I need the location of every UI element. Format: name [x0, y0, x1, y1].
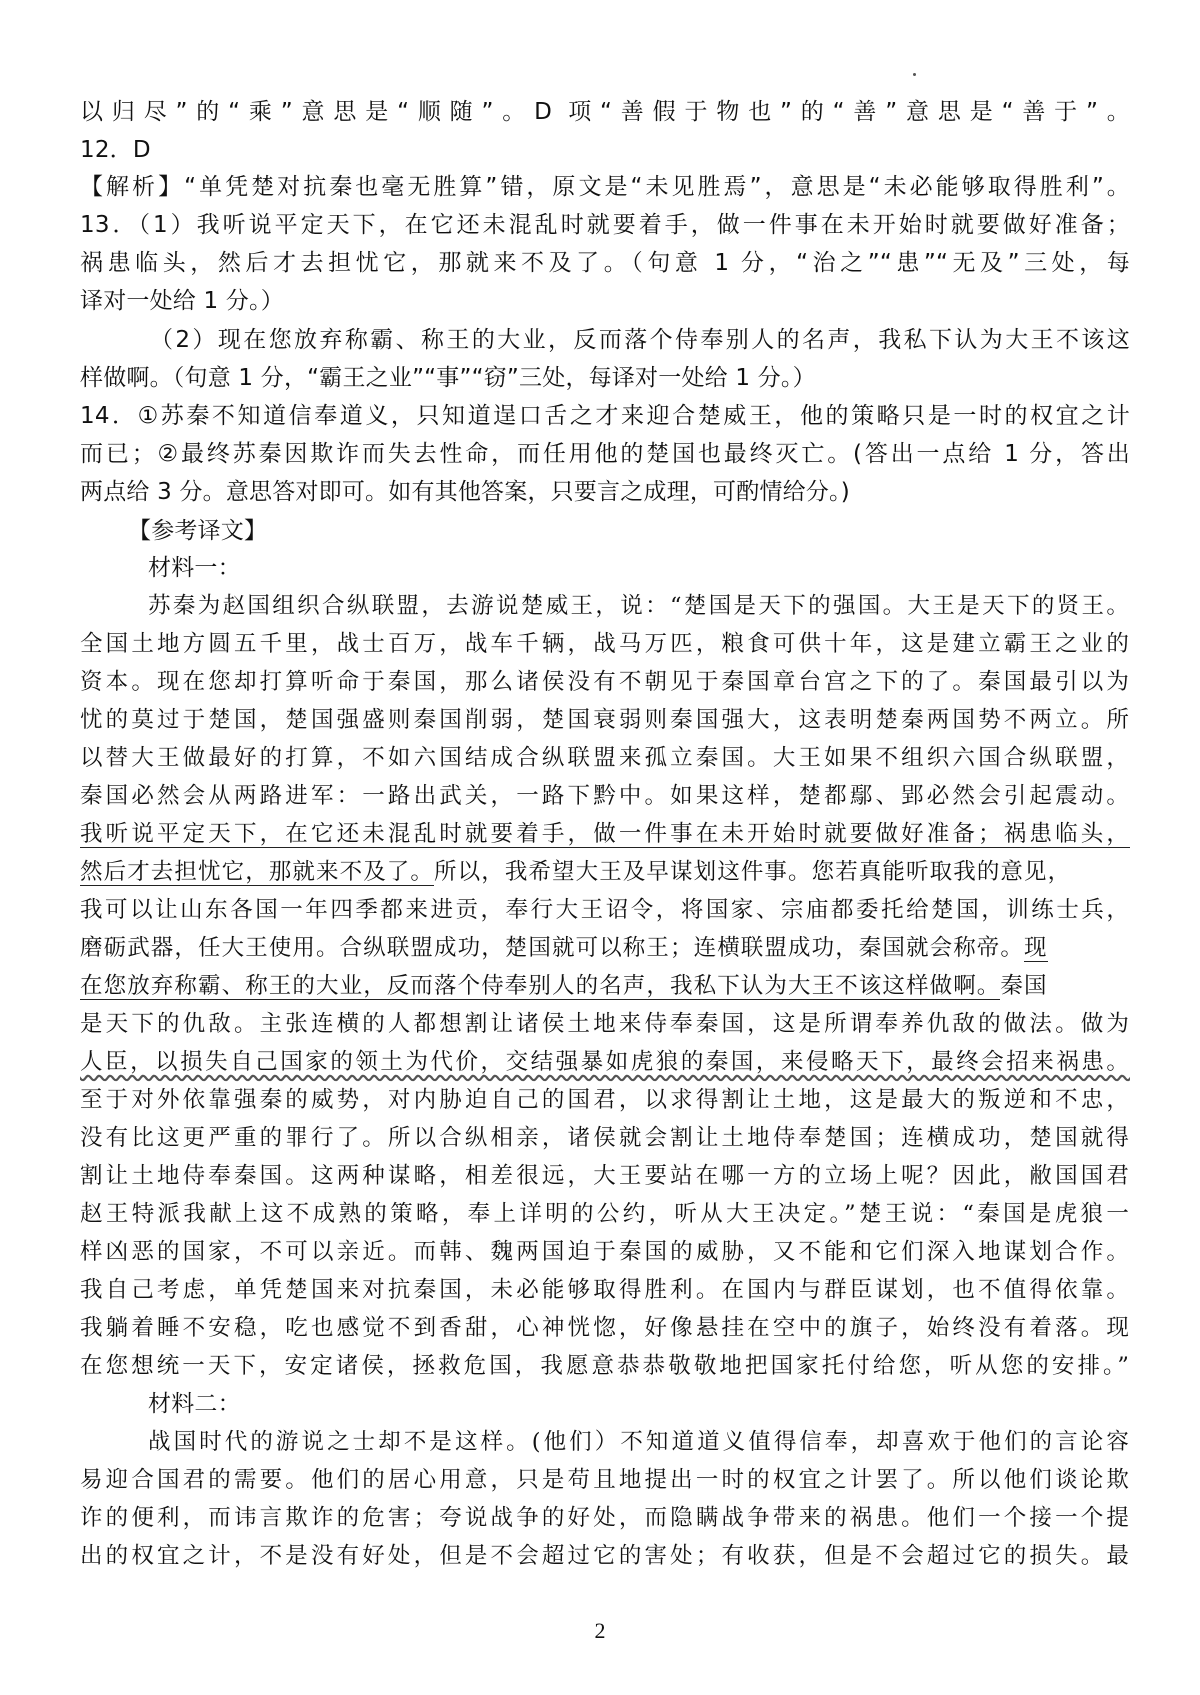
answer-14-line3: 两点给 3 分。意思答对即可。如有其他答案，只要言之成理，可酌情给分。)	[80, 479, 850, 505]
material-1-line: 在您想统一天下，安定诸侯，拯救危国，我愿意恭恭敬敬地把国家托付给您，听从您的安排。”	[80, 1353, 1130, 1379]
answer-11-tail: 以归尽”的“乘”意思是“顺随”。D 项“善假于物也”的“善”意思是“善于”。	[80, 99, 1130, 125]
material-1-line: 我自己考虑，单凭楚国来对抗秦国，未必能够取得胜利。在国内与群臣谋划，也不值得依靠。	[80, 1277, 1130, 1303]
answer-14-line2: 而已；②最终苏秦因欺诈而失去性命，而任用他的楚国也最终灭亡。(答出一点给 1 分，答出	[80, 441, 1130, 467]
material-1-text: 秦国	[1000, 973, 1048, 999]
material-1-line: 苏秦为赵国组织合纵联盟，去游说楚威王，说：“楚国是天下的强国。大王是天下的贤王。	[148, 593, 1130, 619]
material-1-line: 以替大王做最好的打算，不如六国结成合纵联盟来孤立秦国。大王如果不组织六国合纵联盟，	[80, 745, 1130, 771]
material-1-line	[80, 855, 1130, 889]
material-1-line: 我可以让山东各国一年四季都来进贡，奉行大王诏令，将国家、宗庙都委托给楚国，训练士兵，	[80, 897, 1130, 923]
material-1-title: 材料一：	[148, 555, 241, 581]
underlined-translation: 我听说平定天下，在它还未混乱时就要着手，做一件事在未开始时就要做好准备；祸患临头，	[80, 821, 1130, 847]
material-1-line: 全国土地方圆五千里，战士百万，战车千辆，战马万匹，粮食可供十年，这是建立霸王之业的	[80, 631, 1130, 657]
page-number: 2	[594, 1618, 606, 1643]
material-2-title: 材料二：	[148, 1391, 241, 1417]
answer-13-2-line1: （2）现在您放弃称霸、称王的大业，反而落个侍奉别人的名声，我私下认为大王不该这	[150, 327, 1130, 353]
material-1-line	[80, 1045, 1130, 1079]
material-1-line	[80, 817, 1130, 851]
material-1-text: 所以，我希望大王及早谋划这件事。您若真能听取我的意见，	[434, 859, 1072, 885]
underlined-translation: 然后才去担忧它，那就来不及了。	[80, 859, 435, 885]
material-1-line	[80, 931, 1130, 965]
answer-13-1-line3: 译对一处给 1 分。）	[80, 288, 284, 314]
translation-header: 【参考译文】	[128, 518, 268, 544]
material-2-line: 易迎合国君的需要。他们的居心用意，只是苟且地提出一时的权宜之计罢了。所以他们谈论欺	[80, 1467, 1130, 1493]
material-1-line	[80, 969, 1130, 1003]
answer-13-1-line2: 祸患临头，然后才去担忧它，那就来不及了。（句意 1 分，“治之”“患”“无及”三处，每	[80, 250, 1130, 276]
answer-12: 12．D	[80, 137, 151, 163]
wavy-underlined-translation: 人臣，以损失自己国家的领土为代价，交结强暴如虎狼的秦国，来侵略天下，最终会招来祸患。	[80, 1049, 1130, 1075]
answer-13-2-line2: 样做啊。（句意 1 分，“霸王之业”“事”“窃”三处，每译对一处给 1 分。）	[80, 365, 816, 391]
underlined-translation: 现	[1024, 935, 1048, 961]
material-1-line: 赵王特派我献上这不成熟的策略，奉上详明的公约，听从大王决定。”楚王说：“秦国是虎狼一	[80, 1201, 1130, 1227]
material-1-line: 秦国必然会从两路进军：一路出武关，一路下黔中。如果这样，楚都鄢、郢必然会引起震动。	[80, 783, 1130, 809]
scan-speck	[913, 73, 916, 76]
underlined-translation: 在您放弃称霸、称王的大业，反而落个侍奉别人的名声，我私下认为大王不该这样做啊。	[80, 973, 1001, 999]
material-1-line: 忧的莫过于楚国，楚国强盛则秦国削弱，楚国衰弱则秦国强大，这表明楚秦两国势不两立。所	[80, 707, 1130, 733]
material-1-line: 至于对外依靠强秦的威势，对内胁迫自己的国君，以求得割让土地，这是最大的叛逆和不忠，	[80, 1087, 1130, 1113]
answer-13-1-line1: 13．（1）我听说平定天下，在它还未混乱时就要着手，做一件事在未开始时就要做好准备；	[80, 212, 1130, 238]
material-1-line: 是天下的仇敌。主张连横的人都想割让诸侯土地来侍奉秦国，这是所谓奉养仇敌的做法。做为	[80, 1011, 1130, 1037]
material-1-line: 我躺着睡不安稳，吃也感觉不到香甜，心神恍惚，好像悬挂在空中的旗子，始终没有着落。现	[80, 1315, 1130, 1341]
material-1-line: 资本。现在您却打算听命于秦国，那么诸侯没有不朝见于秦国章台宫之下的了。秦国最引以为	[80, 669, 1130, 695]
answer-14-line1: 14．①苏秦不知道信奉道义，只知道逞口舌之才来迎合楚威王，他的策略只是一时的权宜之计	[80, 403, 1130, 429]
answer-12-analysis: 【解析】“单凭楚对抗秦也毫无胜算”错，原文是“未见胜焉”，意思是“未必能够取得胜利”。	[80, 174, 1130, 200]
material-1-line: 没有比这更严重的罪行了。所以合纵相亲，诸侯就会割让土地侍奉楚国；连横成功，楚国就得	[80, 1125, 1130, 1151]
material-2-line: 出的权宜之计，不是没有好处，但是不会超过它的害处；有收获，但是不会超过它的损失。最	[80, 1543, 1130, 1569]
material-1-line: 样凶恶的国家，不可以亲近。而韩、魏两国迫于秦国的威胁，又不能和它们深入地谋划合作。	[80, 1239, 1130, 1265]
material-1-text: 磨砺武器，任大王使用。合纵联盟成功，楚国就可以称王；连横联盟成功，秦国就会称帝。	[80, 935, 1025, 961]
material-2-line: 诈的便利，而讳言欺诈的危害；夸说战争的好处，而隐瞒战争带来的祸患。他们一个接一个提	[80, 1505, 1130, 1531]
material-1-line: 割让土地侍奉秦国。这两种谋略，相差很远，大王要站在哪一方的立场上呢？因此，敝国国君	[80, 1163, 1130, 1189]
material-2-line: 战国时代的游说之士却不是这样。(他们）不知道道义值得信奉，却喜欢于他们的言论容	[148, 1429, 1130, 1455]
